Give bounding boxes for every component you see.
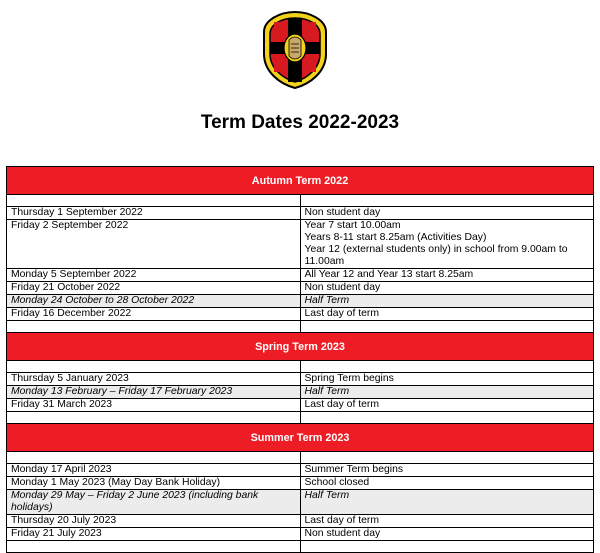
date-cell: Friday 16 December 2022: [7, 308, 301, 321]
event-cell: [300, 207, 594, 220]
event-cell: [300, 399, 594, 412]
event-line: Last day of term: [304, 308, 380, 319]
date-cell: Friday 21 July 2023: [7, 528, 301, 541]
event-cell: [300, 220, 594, 269]
blank-row: [7, 321, 594, 333]
table-row: [7, 528, 594, 541]
date-cell: Friday 2 September 2022: [7, 220, 301, 269]
table-row: [7, 295, 594, 308]
table-row: [7, 399, 594, 412]
date-cell: Monday 17 April 2023: [7, 464, 301, 477]
page-title: Term Dates 2022-2023: [200, 112, 400, 133]
date-cell: Friday 21 October 2022: [7, 282, 301, 295]
event-line: Year 12 (external students only) in school from 9.00am to 11.00am: [304, 244, 568, 267]
blank-row: [7, 412, 594, 424]
event-cell: [300, 490, 594, 515]
event-line: Summer Term begins: [304, 464, 404, 475]
event-cell: [300, 282, 594, 295]
table-row: [7, 308, 594, 321]
event-line: Half Term: [304, 386, 350, 397]
term-header: Summer Term 2023: [7, 424, 594, 452]
blank-cell: [300, 361, 594, 373]
event-cell: [300, 295, 594, 308]
date-cell: Monday 1 May 2023 (May Day Bank Holiday): [7, 477, 301, 490]
event-cell: [300, 477, 594, 490]
blank-cell: [7, 541, 301, 553]
table-row: [7, 269, 594, 282]
table-row: [7, 373, 594, 386]
blank-row: [7, 195, 594, 207]
event-line: Year 7 start 10.00am: [304, 220, 401, 231]
event-line: Non student day: [304, 282, 381, 293]
blank-row: [7, 361, 594, 373]
blank-cell: [7, 321, 301, 333]
blank-cell: [300, 412, 594, 424]
blank-row: [7, 541, 594, 553]
event-cell: [300, 269, 594, 282]
blank-cell: [300, 452, 594, 464]
table-row: [7, 220, 594, 269]
blank-cell: [7, 452, 301, 464]
date-cell: Thursday 5 January 2023: [7, 373, 301, 386]
blank-cell: [300, 541, 594, 553]
table-row: [7, 515, 594, 528]
event-line: Non student day: [304, 528, 381, 539]
school-crest-icon: [260, 10, 330, 90]
term-dates-table: [6, 166, 594, 553]
event-line: Last day of term: [304, 399, 380, 410]
term-header-row: [7, 167, 594, 195]
table-row: [7, 477, 594, 490]
event-cell: [300, 528, 594, 541]
term-header: Autumn Term 2022: [7, 167, 594, 195]
table-row: [7, 207, 594, 220]
table-row: [7, 464, 594, 477]
blank-row: [7, 452, 594, 464]
date-cell: Thursday 20 July 2023: [7, 515, 301, 528]
date-cell: Monday 24 October to 28 October 2022: [7, 295, 301, 308]
term-header: Spring Term 2023: [7, 333, 594, 361]
blank-cell: [7, 195, 301, 207]
event-line: Non student day: [304, 207, 381, 218]
event-line: Half Term: [304, 295, 350, 306]
event-line: Spring Term begins: [304, 373, 394, 384]
event-line: School closed: [304, 477, 370, 488]
event-cell: [300, 308, 594, 321]
table-row: [7, 490, 594, 515]
term-header-row: [7, 424, 594, 452]
event-cell: [300, 386, 594, 399]
event-cell: [300, 515, 594, 528]
date-cell: Friday 31 March 2023: [7, 399, 301, 412]
event-line: All Year 12 and Year 13 start 8.25am: [304, 269, 474, 280]
event-cell: [300, 373, 594, 386]
date-cell: Monday 13 February – Friday 17 February 2023: [7, 386, 301, 399]
blank-cell: [300, 321, 594, 333]
event-line: Years 8-11 start 8.25am (Activities Day): [304, 232, 487, 243]
event-line: Half Term: [304, 490, 350, 501]
date-cell: Thursday 1 September 2022: [7, 207, 301, 220]
blank-cell: [7, 361, 301, 373]
blank-cell: [7, 412, 301, 424]
event-line: Last day of term: [304, 515, 380, 526]
date-cell: Monday 29 May – Friday 2 June 2023 (including bank holidays): [7, 490, 301, 515]
table-row: [7, 282, 594, 295]
table-row: [7, 386, 594, 399]
event-cell: [300, 464, 594, 477]
term-header-row: [7, 333, 594, 361]
date-cell: Monday 5 September 2022: [7, 269, 301, 282]
blank-cell: [300, 195, 594, 207]
